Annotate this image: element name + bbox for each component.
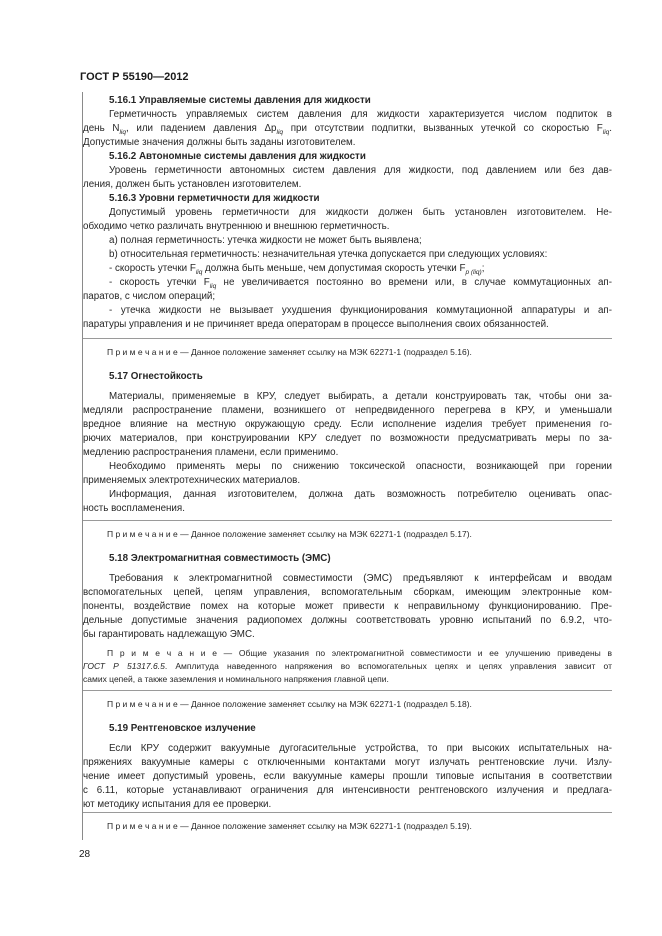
note-line: П р и м е ч а н и е — Общие указания по электромагнитной совместимости и ее улучшению приведены в [107,648,612,658]
paragraph-line: Допустимый уровень герметичности для жидкости должен быть установлен изготовителем. Не- [109,207,612,218]
paragraph-line: ления, должен быть установлен изготовителем. [83,179,302,190]
paragraph-line: Допустимые значения должны быть заданы изготовителем. [83,137,356,148]
list-item: - скорость утечки $F_{liq}$ должна быть меньше, чем допустимая скорость утечки $F_{p (liq)}$; [109,263,485,276]
note-divider [83,338,612,339]
paragraph-line: медлению распространения пламени, если применимо. [83,447,339,458]
note-divider [83,812,612,813]
note-divider [83,520,612,521]
paragraph-line: Если КРУ содержит вакуумные дугогасительные устройства, то при высоких испытательных на- [109,743,612,754]
paragraph-line: ют методику испытания для ее проверки. [83,799,272,810]
document-body [82,92,612,840]
paragraph-line: день $N_{liq}$, или падением давления $\Delta p_{liq}$ при отсутствии подпитки, вызванных утечкой со скоростью $F_{liq}$. [83,123,612,136]
paragraph-line: Информация, данная изготовителем, должна дать возможность потребителю оценивать опас- [109,489,612,500]
section-5-16-2-title: 5.16.2 Автономные системы давления для жидкости [109,151,366,162]
note-line: самих цепей, а также заземления и номинального напряжения главной цепи. [83,674,389,684]
paragraph-line: Требования к электромагнитной совместимости (ЭМС) предъявляют к интерфейсам и вводам [109,573,612,584]
list-item: b) относительная герметичность: незначительная утечка допускается при следующих условиях: [109,249,548,260]
note-line: ГОСТ Р 51317.6.5. Амплитуда наведенного напряжения во вспомогательных цепях и цепях управления зависит от [83,661,612,671]
paragraph-line: обходимо четко различать внутреннюю и внешнюю герметичность. [83,221,390,232]
list-item: - скорость утечки $F_{liq}$ не увеличивается постоянно во времени или, в случае коммутационных ап- [109,277,612,290]
paragraph-line: рючих материалов, при конструировании КРУ следует по возможности предусматривать меры по за- [83,433,612,444]
paragraph-line: пряжениях вакуумные камеры с отключенными контактами могут излучать рентгеновские лучи. Излу- [83,757,612,768]
paragraph-line: паратуры управления и не причиняет вреда операторам в процессе выполнения своих обязанностей. [83,319,549,330]
paragraph-line: Необходимо применять меры по снижению токсической опасности, возникающей при горении [109,461,612,472]
paragraph-line: вспомогательных цепей, цепям управления, вспомогательным сборкам, имеющим электронные ком- [83,587,612,598]
section-5-17-title: 5.17 Огнестойкость [109,371,203,382]
paragraph-line: Материалы, применяемые в КРУ, следует выбирать, а детали конструировать так, чтобы они за- [109,391,612,402]
paragraph-line: дельные допустимые значения радиопомех должны соответствовать уровню испытаний по 6.9.2, что- [83,615,612,626]
section-5-16-3-title: 5.16.3 Уровни герметичности для жидкости [109,193,320,204]
note: П р и м е ч а н и е — Данное положение заменяет ссылку на МЭК 62271-1 (подраздел 5.17). [107,529,472,539]
paragraph-line: вредное влияние на местную окружающую среду. Если исполнение изделия требует применения го- [83,419,612,430]
page-header: ГОСТ Р 55190—2012 [80,71,189,83]
section-5-16-1-title: 5.16.1 Управляемые системы давления для жидкости [109,95,371,106]
list-item: а) полная герметичность: утечка жидкости не может быть выявлена; [109,235,422,246]
paragraph-line: применяемых электротехнических материалов. [83,475,301,486]
paragraph-line: чение имеет допустимый уровень, если вакуумные камеры прошли типовые испытания в соответствии [83,771,612,782]
paragraph-line: Герметичность управляемых систем давления для жидкости характеризуется числом подпиток в [109,109,612,120]
paragraph-line: бы гарантировать надлежащую ЭМС. [83,629,255,640]
list-item: - утечка жидкости не вызывает ухудшения функционирования коммутационной аппаратуры и ап- [109,305,612,316]
standard-reference-link[interactable]: ГОСТ Р 51317.6.5 [83,661,165,671]
paragraph-line: ность воспламенения. [83,503,185,514]
paragraph-line: паратов, с числом операций; [83,291,216,302]
note-divider [83,690,612,691]
paragraph-line: медляли распространение пламени, возникшего от непредвиденного перегрева в КРУ, и уменьшали [83,405,612,416]
page-number: 28 [79,849,91,860]
paragraph-line: с 6.11, которые устанавливают ограничения для интенсивности рентгеновского излучения и предлага- [83,785,612,796]
paragraph-line: Уровень герметичности автономных систем давления для жидкости, под давлением или без дав- [109,165,612,176]
note: П р и м е ч а н и е — Данное положение заменяет ссылку на МЭК 62271-1 (подраздел 5.19). [107,821,472,831]
note: П р и м е ч а н и е — Данное положение заменяет ссылку на МЭК 62271-1 (подраздел 5.16). [107,347,472,357]
paragraph-line: поненты, воздействие помех на которые может привести к неправильному функционированию. Пре- [83,601,612,612]
note: П р и м е ч а н и е — Данное положение заменяет ссылку на МЭК 62271-1 (подраздел 5.18). [107,699,472,709]
section-5-19-title: 5.19 Рентгеновское излучение [109,723,256,734]
section-5-18-title: 5.18 Электромагнитная совместимость (ЭМС) [109,553,331,564]
